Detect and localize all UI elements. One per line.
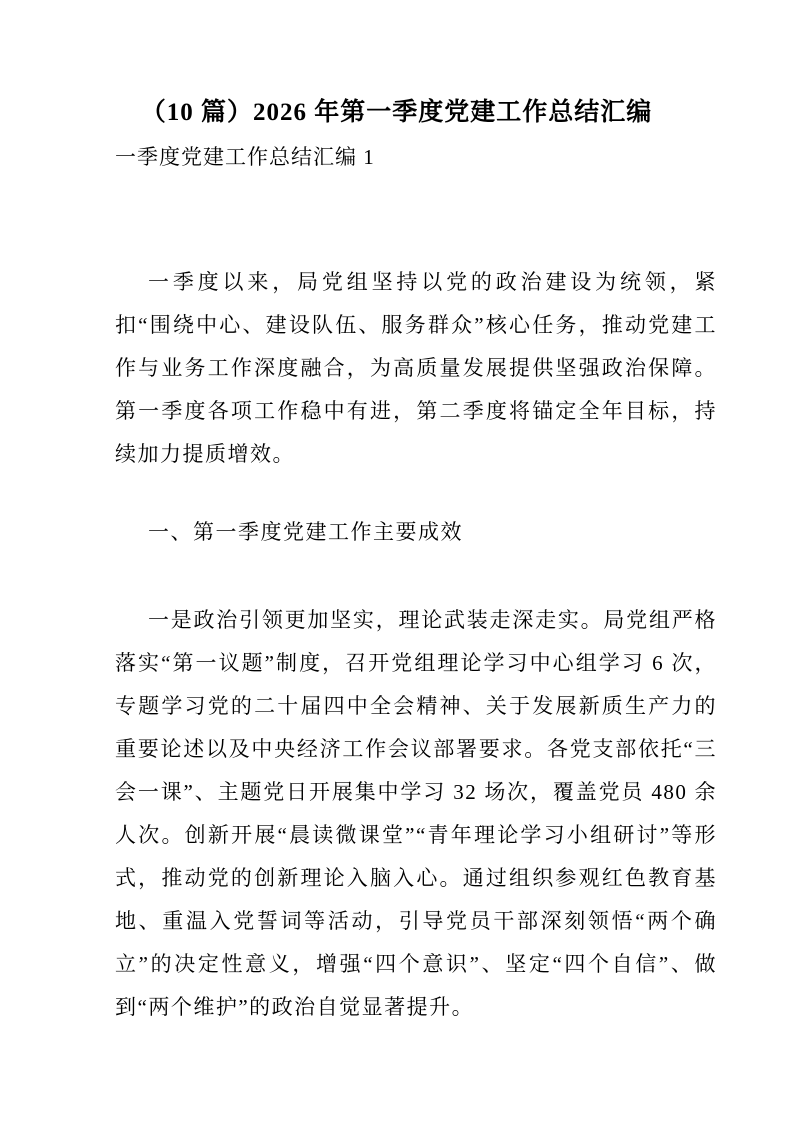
document-title: （10 篇）2026 年第一季度党建工作总结汇编 [140, 99, 653, 126]
section-heading: 一、第一季度党建工作主要成效 [148, 520, 463, 544]
paragraph-achievements: 一是政治引领更加坚实，理论武装走深走实。局党组严格落实“第一议题”制度，召开党组理论学习中心组学习 6 次，专题学习党的二十届四中全会精神、关于发展新质生产力的重要论述以及中央经济工作会议部署要求。各党支部依托“三会一课”、主题党日开展集中学习 32 场次，覆盖党员 480 余人次。创新开展“晨读微课堂”“青年理论学习小组研讨”等形式，推动党的创新理论入脑入心。通过组织参观红色教育基地、重温入党誓词等活动，引导党员干部深刻领悟“两个确立”的决定性意义，增强“四个意识”、坚定“四个自信”、做到“两个维护”的政治自觉显著提升。 [115, 608, 717, 1019]
paragraph-intro: 一季度以来，局党组坚持以党的政治建设为统领，紧扣“围绕中心、建设队伍、服务群众”核心任务，推动党建工作与业务工作深度融合，为高质量发展提供坚强政治保障。第一季度各项工作稳中有进，第二季度将锚定全年目标，持续加力提质增效。 [115, 270, 717, 466]
document-subtitle: 一季度党建工作总结汇编 1 [115, 145, 375, 169]
